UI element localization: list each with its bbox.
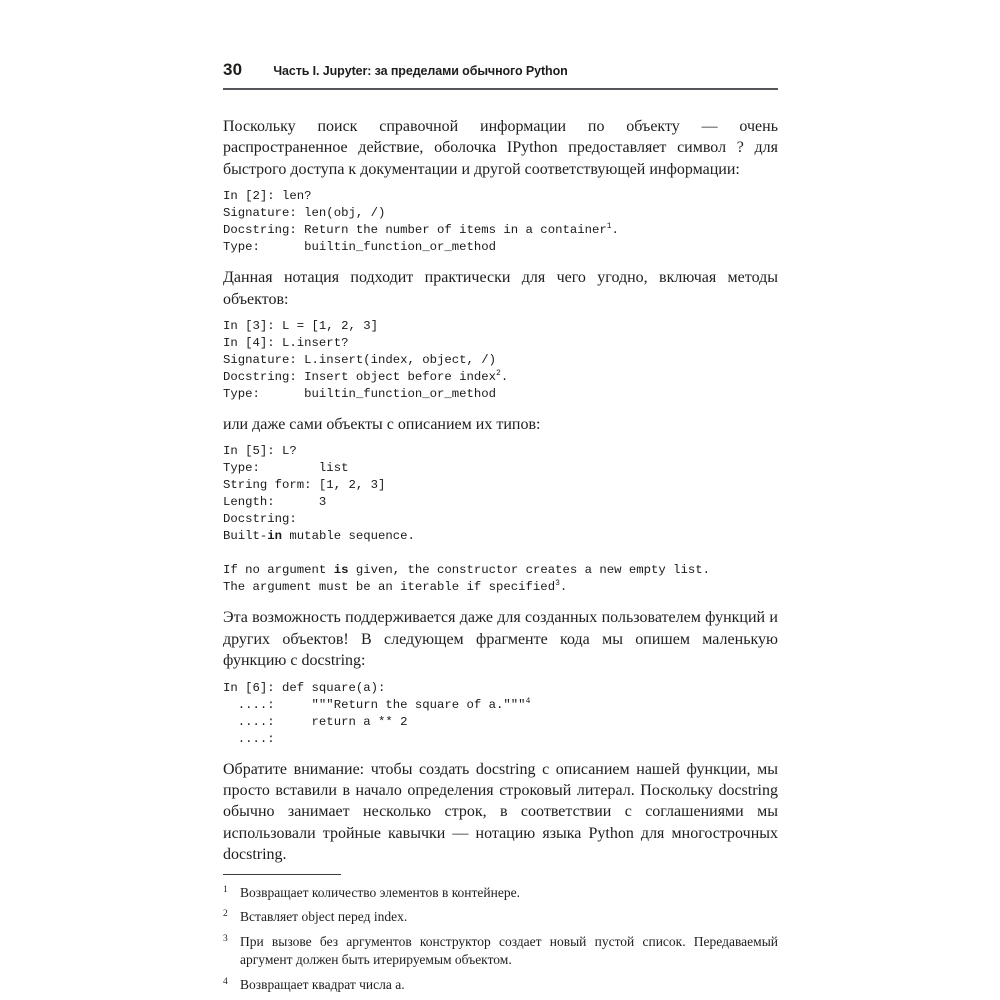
header-rule <box>223 88 778 90</box>
code-segment: ....: return a ** 2 <box>223 714 408 729</box>
code-segment: Docstring: Insert object before index <box>223 370 497 385</box>
code-line <box>223 386 778 403</box>
paragraph-notation: Данная нотация подходит практически для чего угодно, включая методы объектов: <box>223 269 778 308</box>
code-segment: String form: [1, 2, 3] <box>223 478 386 493</box>
code-segment: Docstring: <box>223 512 297 527</box>
footnote-text: При вызове без аргументов конструктор создает новый пустой список. Передаваемый аргумент должен быть итерируемым объектом. <box>240 933 778 968</box>
footnote-marker: 3 <box>223 933 228 944</box>
code-segment: is <box>333 563 349 578</box>
code-line <box>223 680 778 697</box>
code-segment: In [5]: L? <box>223 444 297 459</box>
code-line <box>223 528 778 545</box>
code-segment: mutable sequence. <box>282 529 415 544</box>
code-segment: ....: """Return the square of a.""" <box>223 697 526 712</box>
page-number: 30 <box>223 60 243 79</box>
footnotes-section <box>223 874 778 995</box>
footnote-text: Возвращает количество элементов в контейнере. <box>240 884 520 900</box>
footnote-3 <box>223 933 778 970</box>
footnote-ref: 4 <box>525 696 531 706</box>
code-segment: If no argument <box>223 563 334 578</box>
running-title: Часть I. Jupyter: за пределами обычного Python <box>273 64 568 78</box>
code-block-len-help <box>223 188 778 256</box>
code-line <box>223 318 778 335</box>
code-line <box>223 511 778 528</box>
footnote-ref: 3 <box>555 579 560 589</box>
code-line <box>223 188 778 205</box>
running-header <box>223 60 778 90</box>
code-line <box>223 477 778 494</box>
code-line <box>223 714 778 731</box>
footnote-1 <box>223 884 778 903</box>
footnote-4 <box>223 976 778 995</box>
code-segment: Type: builtin_function_or_method <box>223 240 497 255</box>
paragraph-docstring-note: Обратите внимание: чтобы создать docstring с описанием нашей функции, мы просто вставили в начало определения строковый литерал. Поскольку docstring обычно занимает несколько строк, в соответствии с соглашениями мы использовали тройные кавычки — нотацию языка Python для многострочных docstring. <box>223 760 778 864</box>
code-line <box>223 545 778 562</box>
footnote-2 <box>223 908 778 927</box>
code-segment: Built- <box>223 529 268 544</box>
footnote-text: Возвращает квадрат числа a. <box>240 976 405 992</box>
code-segment: Signature: len(obj, /) <box>223 206 386 221</box>
code-segment: In [4]: L.insert? <box>223 336 349 351</box>
code-line <box>223 697 778 714</box>
footnote-marker: 1 <box>223 884 228 895</box>
code-segment: given, the constructor creates a new empty list. <box>348 563 711 578</box>
code-line <box>223 352 778 369</box>
code-line <box>223 335 778 352</box>
code-line <box>223 460 778 477</box>
code-segment: Length: 3 <box>223 495 327 510</box>
page-body <box>223 116 778 866</box>
code-segment: Docstring: Return the number of items in a container <box>223 223 607 238</box>
code-segment: . <box>559 580 568 595</box>
code-segment: . <box>500 370 509 385</box>
code-block-square-def <box>223 680 778 748</box>
paragraph-objects: или даже сами объекты с описанием их типов: <box>223 416 541 434</box>
code-segment: Signature: L.insert(index, object, /) <box>223 353 497 368</box>
paragraph-intro-help: Поскольку поиск справочной информации по объекту — очень распространенное действие, оболочка IPython предоставляет символ ? для быстрого доступа к документации и другой соответствующей информации: <box>223 118 778 178</box>
code-line <box>223 205 778 222</box>
code-line <box>223 579 778 596</box>
footnote-ref: 2 <box>496 369 501 379</box>
code-block-list-help <box>223 443 778 596</box>
code-segment: The argument must be an iterable if specified <box>223 580 556 595</box>
code-segment: Type: builtin_function_or_method <box>223 387 497 402</box>
code-line <box>223 239 778 256</box>
footnote-marker: 2 <box>223 909 228 920</box>
code-line <box>223 562 778 579</box>
code-segment: ....: <box>223 731 275 746</box>
paragraph-user-functions: Эта возможность поддерживается даже для созданных пользователем функций и других объектов! В следующем фрагменте кода мы опишем маленькую функцию с docstring: <box>223 609 778 670</box>
code-line <box>223 494 778 511</box>
footnote-separator-rule <box>223 874 341 875</box>
footnote-marker: 4 <box>223 976 228 987</box>
code-block-insert-help <box>223 318 778 403</box>
code-line <box>223 369 778 386</box>
code-line <box>223 731 778 748</box>
code-line <box>223 222 778 239</box>
code-segment: in <box>267 529 283 544</box>
code-segment: In [3]: L = [1, 2, 3] <box>223 319 378 334</box>
code-line <box>223 443 778 460</box>
code-segment: In [2]: len? <box>223 189 312 204</box>
footnote-ref: 1 <box>606 222 612 232</box>
code-segment: In [6]: def square(a): <box>223 680 386 695</box>
footnote-text: Вставляет object перед index. <box>240 909 408 925</box>
code-segment: . <box>611 223 619 238</box>
code-segment: Type: list <box>223 461 349 476</box>
